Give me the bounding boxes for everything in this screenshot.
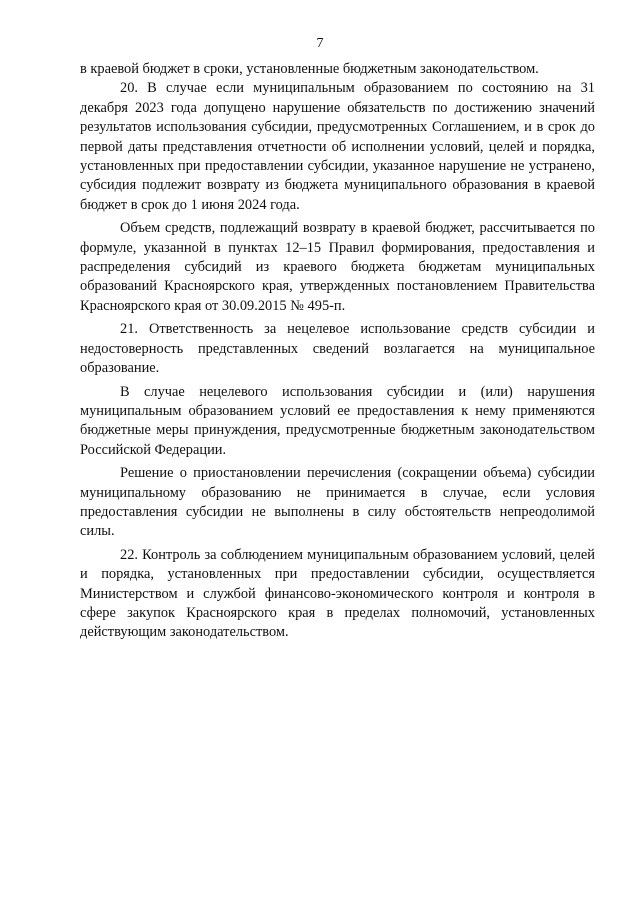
paragraph-misuse-measures: В случае нецелевого использования субсидии и (или) нарушения муниципальным образованием условий ее предоставления к нему применяются бюджетные меры принуждения, предусмотренные бюджетным законодательством Российской Федерации. xyxy=(80,383,595,458)
paragraph-item-22: 22. Контроль за соблюдением муниципальным образованием условий, целей и порядка, установленных при предоставлении субсидии, осуществляется Министерством и службой финансово-экономического контроля и контроля в сфере закупок Красноярского края в пределах полномочий, установленных действующим законодательством. xyxy=(80,546,595,641)
paragraph-refund-volume: Объем средств, подлежащий возврату в краевой бюджет, рассчитывается по формуле, указанной в пунктах 12–15 Правил формирования, предоставления и распределения субсидий из краевого бюджета бюджетам муниципальных образований Красноярского края, утвержденных постановлением Правительства Красноярского края от 30.09.2015 № 495-п. xyxy=(80,220,595,314)
document-body xyxy=(80,60,595,643)
paragraph-continuation: в краевой бюджет в сроки, установленные бюджетным законодательством. xyxy=(80,61,539,77)
page-number: 7 xyxy=(316,36,324,51)
paragraph-item-21: 21. Ответственность за нецелевое использование средств субсидии и недостоверность представленных сведений возлагается на муниципальное образование. xyxy=(80,321,595,377)
paragraph-item-20: 20. В случае если муниципальным образованием по состоянию на 31 декабря 2023 года допущено нарушение обязательств по достижению значений результатов использования субсидии, предусмотренных Соглашением, и в срок до первой даты представления отчетности об исполнении условий, целей и порядка, установленных при предоставлении субсидии, указанное нарушение не устранено, субсидия подлежит возврату из бюджета муниципального образования в краевой бюджет в срок до 1 июня 2024 года. xyxy=(80,80,595,213)
paragraph-suspension-decision: Решение о приостановлении перечисления (сокращении объема) субсидии муниципальному образованию не принимается в случае, если условия предоставления субсидии не выполнены в силу обстоятельств непреодолимой силы. xyxy=(80,465,595,540)
